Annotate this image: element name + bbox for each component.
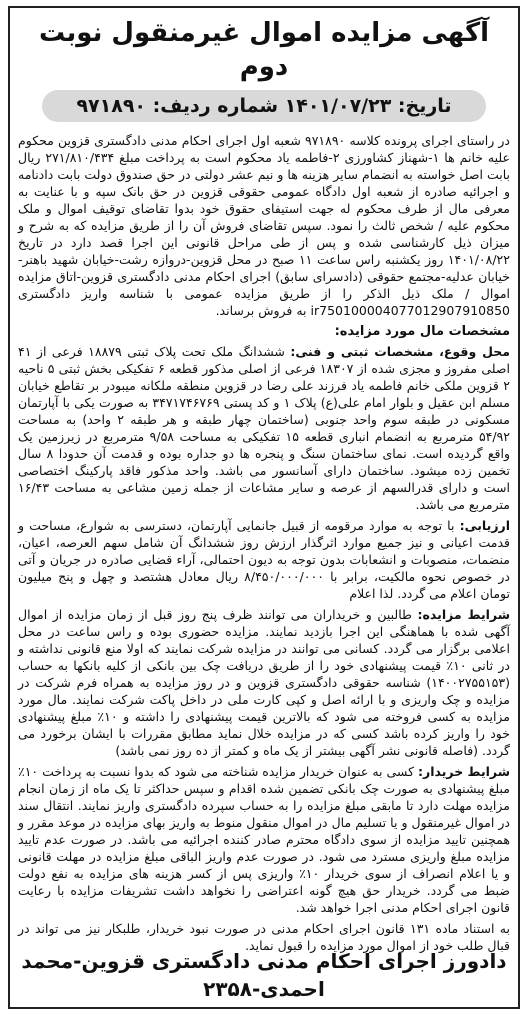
signature-footer: دادورز اجرای احکام مدنی دادگستری قزوین-محمد احمدی-۲۳۵۸ [21, 949, 507, 1001]
specs-title: مشخصات مال مورد مزایده: [334, 324, 510, 339]
valuation-text: با توجه به موارد مرقومه از قبیل جانمایی آپارتمان، دسترسی به شوارع، مساحت و قدمت اعیانی و نیز جمیع موارد اثرگذار ارزش روز ششدانگ آن شامل سهم العرصه، اعیان، منضمات، منصوبات و انشعابات بدون توجه به دیون احتمالی، آراء قضایی صادره در جریان و آتی در خصوص نحوه مالکیت، برابر با ۸/۴۵۰/۰۰۰/۰۰۰ ریال معادل هشتصد و چهل و پنج میلیون تومان اعلام می گردد. لذا اعلام [18, 518, 510, 601]
auction-terms-text: طالبین و خریداران می توانند ظرف پنج روز قبل از زمان مزایده از اموال آگهی شده با هماهنگی این اجرا بازدید نمایند. مزایده حضوری بوده و راس ساعت در محل اعلامی برگزار می گردد. کسانی می توانند در مزایده شرکت نمایند که اولا منع قانونی نداشته و در ثانی ۱۰٪ قیمت پیشنهادی خود را از طریق دریافت چک بین بانکی از کلیه بانکها به حساب (۱۴۰۰۲۷۵۵۱۵۳) شناسه حقوقی دادگستری قزوین و در روز مزایده به همراه فرم شرکت در مزایده و چک واریزی و با ارائه اصل و کپی کارت ملی در داخل پاکت شرکت نمایند. مال مورد مزایده به کسی فروخته می شود که بالاترین قیمت پیشنهادی را داشته و ۱۰٪ مبلغ پیشنهادی خود را واریز کرده باشد کسی که در مزایده خلال نماید مطابق مقررات با ایشان برخورد می گردد. (فاصله قانونی نشر آگهی بیشتر از یک ماه و کمتر از ده روز نمی باشد) [18, 607, 511, 758]
buyer-terms-text: کسی به عنوان خریدار مزایده شناخته می شود که بدوا نسبت به پرداخت ۱۰٪ مبلغ پیشنهادی به صورت چک بانکی تضمین شده اقدام و سپس حداکثر تا یک ماه از زمان انجام مزایده مهلت دارد تا مابقی مبلغ مزایده را به حساب سپرده دادگستری واریز نمایند. انتقال سند در اموال غیرمنقول و یا تسلیم مال در اموال منقول منوط به واریز بهای مزایده در موعد مقرر و همچنین تایید مزایده از سوی دادگاه محترم صادر کننده اجرائیه می باشد. در صورت عدم تایید مزایده مبلغ واریزی مسترد می شود. در صورت عدم واریز الباقی مبلغ مزایده در مهلت قانونی و یا اعلام انصراف از سوی خریدار ۱۰٪ واریزی پس از کسر هزینه های مزایده به نفع دولت ضبط می گردد. خریدار حق هیچ گونه اعتراضی را نخواهد داشت تشریفات مزایده با رعایت قانون اجرای احکام مدنی اجرا خواهد شد. [18, 764, 510, 915]
buyer-terms-label: شرایط خریدار: [418, 764, 510, 779]
auction-terms-label: شرایط مزایده: [417, 607, 510, 622]
location-label: محل وقوع، مشخصات ثبتی و فنی: [290, 344, 510, 359]
notice-title: آگهی مزایده اموال غیرمنقول نوبت دوم [39, 18, 489, 82]
intro-paragraph: در راستای اجرای پرونده کلاسه ۹۷۱۸۹۰ شعبه اول اجرای احکام مدنی دادگستری قزوین محکوم علیه خانم ها ۱-شهناز کشاورزی ۲-فاطمه یاد محکوم است به پرداخت مبلغ ۲۷۱/۸۱۰/۴۳۴ ریال بابت اصل خواسته به انضمام سایر هزینه ها و نیم عشر دولتی در حق صندوق دولت بابت دادنامه و اجرائیه صادره از شعبه اول دادگاه عمومی حقوقی قزوین در حق بانک سپه و با عنایت به معرفی مال از طرف محکوم له جهت استیفای حقوق خود بدوا تقاضای توقیف اموال و ملک محکوم علیه / شخص ثالث را نمود. سپس تقاضای فروش آن را از طریق مزایده که به شرح و میزان ذیل کارشناسی شده و پس از طی مراحل قانونی این اجرا قصد دارد در تاریخ ۱۴۰۱/۰۸/۲۲ روز یکشنبه راس ساعت ۱۱ صبح در محل قزوین-دروازه رشت-خیابان شهید باهنر-خیابان عدلیه-مجتمع حقوقی (دادسرای سابق) اجرای احکام مدنی دادگستری قزوین-اتاق مزایده اموال / ملک ذیل الذکر را از طریق مزایده عمومی با شناسه واریز دادگستری ir750100004077012907910850 به فروش برساند. [18, 133, 510, 318]
valuation-label: ارزیابی: [459, 518, 510, 533]
valuation-paragraph [18, 517, 510, 602]
location-paragraph [18, 343, 510, 513]
auction-terms-paragraph [18, 606, 510, 759]
closing-paragraph: به استناد ماده ۱۳۱ قانون اجرای احکام مدنی در صورت نبود خریدار، طلبکار نیز می تواند در قبال طلب خود از اموال مورد مزایده را قبول نماید. [18, 921, 510, 953]
notice-frame [8, 6, 520, 1009]
date-and-row-number: تاریخ: ۱۴۰۱/۰۷/۲۳ شماره ردیف: ۹۷۱۸۹۰ [42, 90, 486, 122]
buyer-terms-paragraph [18, 763, 510, 916]
location-text: ششدانگ ملک تحت پلاک ثبتی ۱۸۸۷۹ فرعی از ۴۱ اصلی مفروز و مجزی شده از ۱۸۳۰۷ فرعی از اصلی مذکور قطعه ۶ تفکیکی بخش ثبتی ۵ ناحیه ۲ قزوین ملکی خانم فاطمه یاد فرزند علی رضا در قزوین منطقه ملکانه میبودر بر تقاطع خیابان مسلم ابن عقیل و بلوار امام علی(ع) پلاک ۱ و کد پستی ۳۴۷۱۷۴۶۷۶۹ به صورت یکی با آپارتمان مسکونی در طبقه سوم واحد جنوبی (ساختمان چهار طبقه و هر طبقه ۲ واحد) به مساحت ۵۴/۹۲ مترمربع به انضمام انباری قطعه ۱۵ تفکیکی به مساحت ۹/۵۸ مترمربع در زیرزمین یک واقع گردیده است. نمای ساختمان سنگ و پنجره ها دو جداره بوده و قدمت آن حدودا ۸ سال تخمین زده میشود. ساختمان دارای آسانسور می باشد. واحد مذکور فاقد پارکینگ اختصاصی است و دارای قدرالسهم از عرصه و سایر مشاعات از جمله زمین مشاعی به مساحت ۱۶/۴۳ مترمربع می باشد. [18, 344, 511, 512]
